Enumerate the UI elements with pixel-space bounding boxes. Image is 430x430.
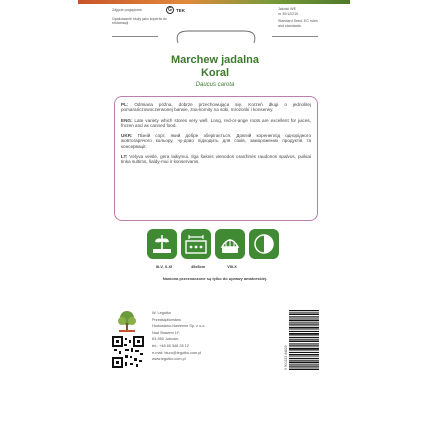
harvest-icon xyxy=(215,229,245,259)
product-name: Marchew jadalna xyxy=(170,54,260,66)
complaint-note: Opakowanie służy jako koperta do reklamacji xyxy=(112,16,167,26)
top-right-label xyxy=(278,7,324,28)
tek-badge-icon: G xyxy=(166,6,174,14)
address-line: Hodowlano-Nasienne Sp. z o.o. xyxy=(152,324,206,329)
barcode-icon xyxy=(289,310,319,370)
variety-name: Koral xyxy=(200,67,230,79)
cultivation-icons xyxy=(147,229,279,259)
description-ukr: UKR: Пізній сорт, який добре зберігається. Довгий коренеплід однорідного жовтогарячого кольору, чу-дово підходить для соків, заморожених продуктів та консервації. xyxy=(121,133,311,149)
description-eng: ENG: Late variety which stores very well. Long, red-or-ange roots are excellent for juices, frozen and as canned food. xyxy=(121,117,311,128)
company-address xyxy=(152,310,242,363)
icon-labels xyxy=(147,265,283,269)
description-lt: LT: Vėlyva veislė, gera laikymui. Ilga šaknis vienodos oranžinės raudonos spalvos, puikiai tinka sultims, šaldy-mui ir konservams. xyxy=(121,154,311,165)
product-title xyxy=(130,54,300,80)
sowing-period-label: III-V, X-XI xyxy=(155,265,173,269)
hanger-hole-outline xyxy=(168,29,264,45)
illustrative-photo-label: Zdjęcie poglądowe xyxy=(112,8,142,12)
season-icon xyxy=(249,229,279,259)
season-label xyxy=(249,265,283,269)
address-line: e-mail: biuro@legutko.com.pl xyxy=(152,350,202,355)
right-divider xyxy=(272,36,318,37)
barcode-number: 5 900233 44629 xyxy=(284,345,288,370)
address-line: tel.: +48 65 548 28 12 xyxy=(152,343,189,348)
tek-logo-text: TEK xyxy=(176,7,185,13)
spacing-label: 40x5cm xyxy=(191,265,205,269)
address-line: www.legutko.com.pl xyxy=(152,357,186,362)
address-line: Nad Stawem 1F, xyxy=(152,330,180,335)
address-line: Przedsiębiorstwo xyxy=(152,317,181,322)
qr-code-icon xyxy=(112,336,144,368)
description-pl: PL: Odmiana późna, dobrze przechowująca się. Korzeń długi o jednolitej pomarańczowoczerwonej barwie, zna-komity na soki, mrożonki i konserwy. xyxy=(121,102,311,113)
quality-title: Jakość WE xyxy=(278,7,296,11)
tek-logo xyxy=(166,6,185,14)
quality-number: nr 30/12/210 xyxy=(278,11,299,16)
sowing-icon xyxy=(147,229,177,259)
spacing-icon xyxy=(181,229,211,259)
standard-text: Standard Seed. EC rules and standards. xyxy=(278,19,318,28)
amateur-use-note: Nasiona przeznaczone są tylko do uprawy amatorskiej. xyxy=(162,276,268,281)
description-box xyxy=(114,96,318,221)
top-color-bar xyxy=(78,0,350,4)
address-line: W. Legutko xyxy=(152,311,171,315)
latin-name: Daucus carota xyxy=(195,82,235,88)
left-divider xyxy=(112,36,158,37)
address-line: 63-950 Jutrosin, xyxy=(152,337,180,342)
tree-logo-icon xyxy=(113,310,141,334)
harvest-period-label: VIII-X xyxy=(227,265,237,269)
top-left-label xyxy=(112,8,168,26)
